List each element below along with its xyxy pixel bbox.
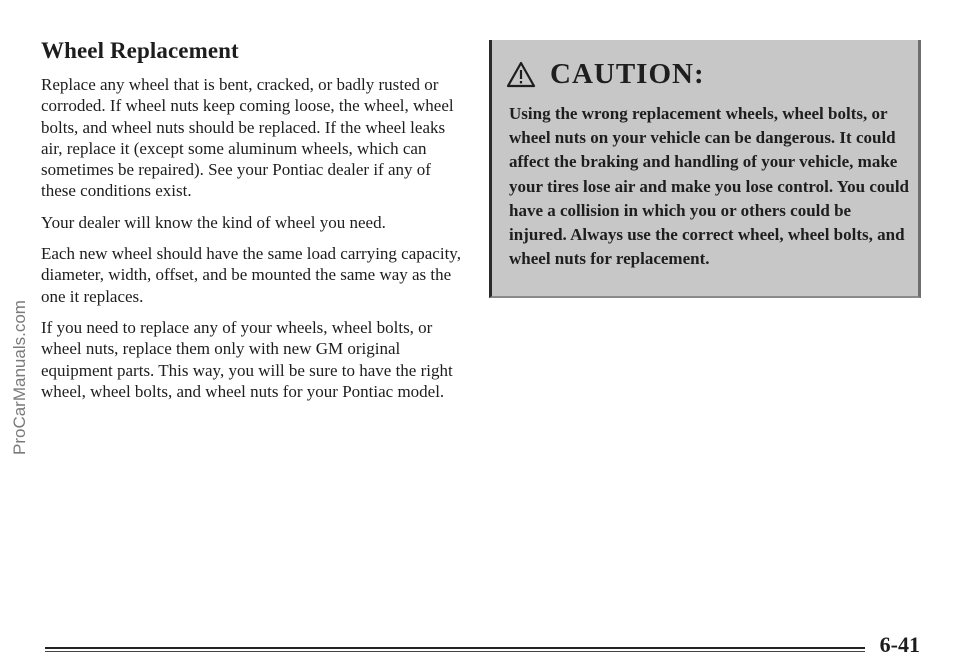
page-number: 6-41 [879, 632, 920, 657]
paragraph: Your dealer will know the kind of wheel you need. [41, 212, 386, 232]
caution-text: Using the wrong replacement wheels, wheel bolts, or wheel nuts on your vehicle can be dangerous. It could affect the braking and handling of your vehicle, make your tires lose air and make you lose control. You could have a collision in which you or others could be injured. Always use the correct wheel, wheel bolts, and wheel nuts for replacement. [509, 104, 909, 269]
paragraph: Each new wheel should have the same load carrying capacity, diameter, width, offset, and be mounted the same way as the one it replaces. [41, 244, 461, 306]
section-heading: Wheel Replacement [41, 38, 239, 63]
paragraph: If you need to replace any of your wheels, wheel bolts, or wheel nuts, replace them only with new GM original equipment parts. This way, you will be sure to have the right wheel, wheel bolts, and wheel nuts for your Pontiac model. [41, 317, 453, 401]
footer-rule [45, 647, 865, 649]
body-text-column [41, 74, 466, 412]
warning-triangle-icon [506, 61, 536, 88]
caution-box [489, 40, 921, 298]
caution-header [506, 58, 705, 91]
footer-rule-thin [45, 651, 865, 652]
watermark: ProCarManuals.com [10, 300, 29, 455]
paragraph: Replace any wheel that is bent, cracked, or badly rusted or corroded. If wheel nuts keep coming loose, the wheel, wheel bolts, and wheel nuts should be replaced. If the wheel leaks air, replace it (except some aluminum wheels, which can sometimes be repaired). See your Pontiac dealer if any of these conditions exist. [41, 75, 454, 201]
caution-title: CAUTION: [550, 58, 705, 90]
